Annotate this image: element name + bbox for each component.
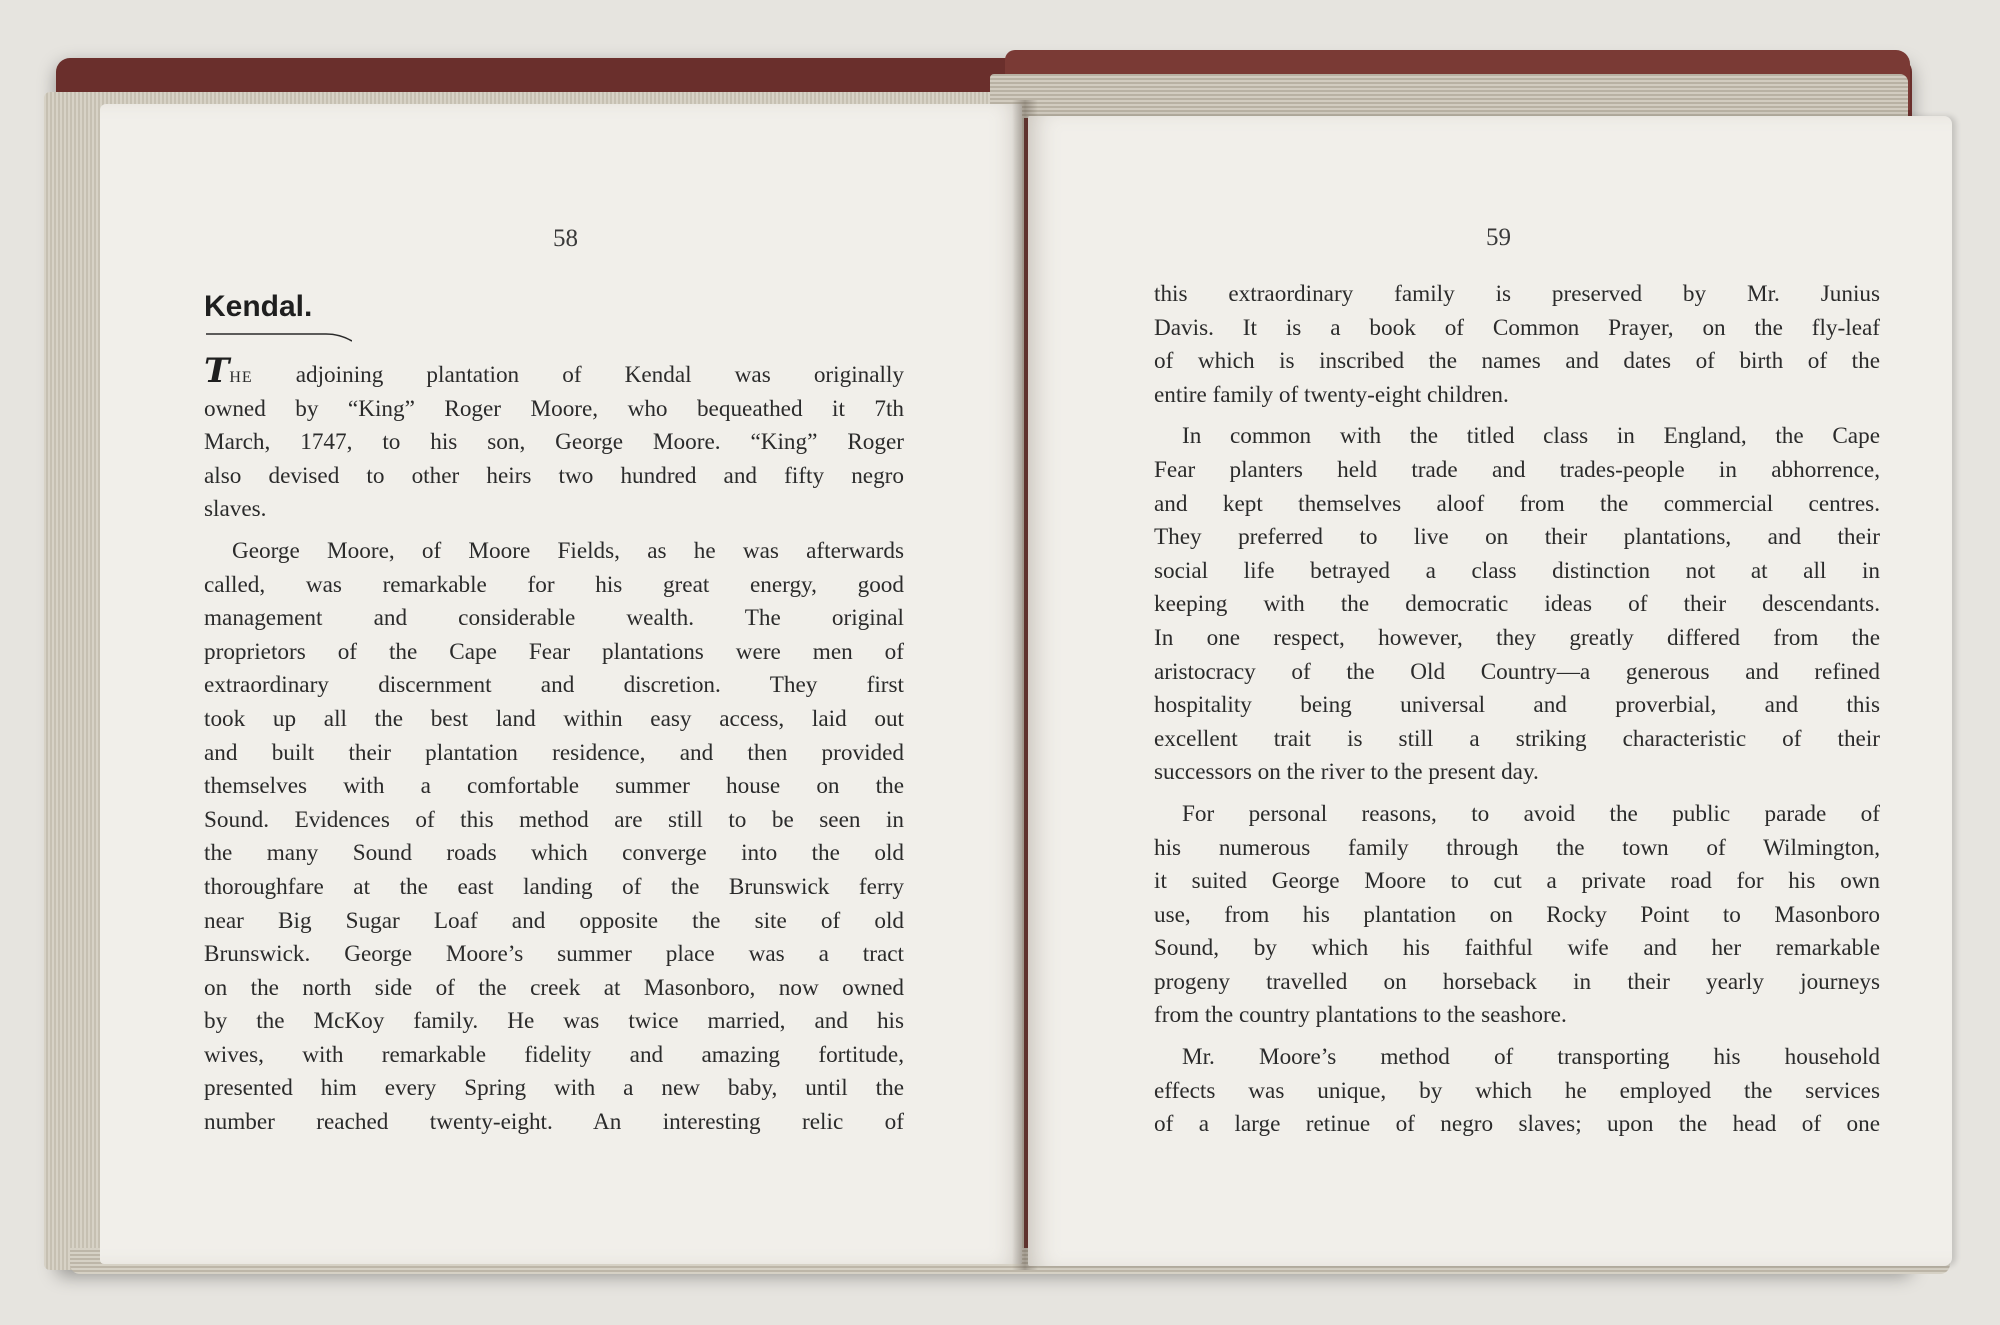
text-line: this extraordinary family is preserved by Mr. Junius — [1154, 281, 1880, 307]
text-line: themselves with a comfortable summer house on the — [204, 773, 904, 800]
text-line: it suited George Moore to cut a private road for his own — [1154, 868, 1880, 895]
text-line: Brunswick. George Moore’s summer place was a tract — [204, 941, 904, 968]
text-line: Mr. Moore’s method of transporting his household — [1182, 1044, 1880, 1071]
text-line: near Big Sugar Loaf and opposite the site of old — [204, 907, 904, 934]
text-line: Sound, by which his faithful wife and her remarkable — [1154, 935, 1880, 962]
section-heading: Kendal. — [204, 290, 313, 323]
text-line: also devised to other heirs two hundred and fifty negro — [204, 462, 904, 489]
text-line: progeny travelled on horseback in their yearly journeys — [1154, 968, 1880, 995]
text-line: Fear planters held trade and trades-people in abhorrence, — [1154, 456, 1880, 483]
text-line: of which is inscribed the names and dates of birth of the — [1154, 348, 1880, 375]
heading-flourish-rule — [206, 328, 352, 342]
text-line: extraordinary discernment and discretion. They first — [204, 672, 904, 699]
text-line: and built their plantation residence, and then provided — [204, 739, 904, 766]
text-line: George Moore, of Moore Fields, as he was afterwards — [232, 537, 904, 564]
text-line: his numerous family through the town of Wilmington, — [1154, 834, 1880, 861]
text-line: For personal reasons, to avoid the public parade of — [1182, 800, 1880, 827]
text-line: on the north side of the creek at Masonboro, now owned — [204, 974, 904, 1001]
right-page — [1028, 116, 1952, 1266]
text-line: management and considerable wealth. The original — [204, 605, 904, 632]
text-line: number reached twenty-eight. An interesting relic of — [204, 1109, 904, 1136]
text-line: successors on the river to the present day. — [1154, 759, 1539, 786]
text-line: effects was unique, by which he employed the services — [1154, 1077, 1880, 1104]
right-page-number: 59 — [1486, 224, 1511, 251]
text-line: took up all the best land within easy access, laid out — [204, 705, 904, 732]
left-page — [100, 104, 1022, 1264]
text-line: They preferred to live on their plantations, and their — [1154, 524, 1880, 551]
text-line: keeping with the democratic ideas of their descendants. — [1154, 591, 1880, 618]
text-line — [204, 351, 904, 393]
text-line: social life betrayed a class distinction not at all in — [1154, 557, 1880, 584]
text-line: thoroughfare at the east landing of the Brunswick ferry — [204, 873, 904, 900]
first-word-rest: he — [229, 362, 253, 388]
text-line: the many Sound roads which converge into the old — [204, 840, 904, 867]
text-line: slaves. — [204, 496, 267, 523]
text-line: aristocracy of the Old Country—a generous and refined — [1154, 658, 1880, 685]
text-line: wives, with remarkable fidelity and amazing fortitude, — [204, 1041, 904, 1068]
left-page-number: 58 — [553, 225, 578, 252]
right-page-text — [1154, 278, 1880, 1142]
text-line: called, was remarkable for his great energy, good — [204, 571, 904, 598]
text-line: excellent trait is still a striking characteristic of their — [1154, 725, 1880, 752]
drop-cap: T — [204, 351, 230, 391]
text-line: hospitality being universal and proverbial, and this — [1154, 692, 1880, 719]
text-line: owned by “King” Roger Moore, who bequeathed it 7th — [204, 395, 904, 422]
text-line: entire family of twenty-eight children. — [1154, 381, 1509, 408]
text-line: and kept themselves aloof from the commercial centres. — [1154, 490, 1880, 517]
text-line: presented him every Spring with a new baby, until the — [204, 1075, 904, 1102]
text-line: use, from his plantation on Rocky Point to Masonboro — [1154, 901, 1880, 928]
text-line-content: adjoining plantation of Kendal was originally — [295, 362, 904, 388]
text-line: In one respect, however, they greatly differed from the — [1154, 624, 1880, 651]
left-page-text — [204, 351, 904, 1140]
text-line: Davis. It is a book of Common Prayer, on the fly-leaf — [1154, 314, 1880, 341]
text-line: March, 1747, to his son, George Moore. “King” Roger — [204, 429, 904, 456]
text-line: Sound. Evidences of this method are still to be seen in — [204, 806, 904, 833]
text-line: proprietors of the Cape Fear plantations were men of — [204, 638, 904, 665]
text-line: of a large retinue of negro slaves; upon the head of one — [1154, 1111, 1880, 1138]
text-line: from the country plantations to the seashore. — [1154, 1002, 1567, 1029]
page-stack-top-right — [990, 74, 1908, 118]
text-line: In common with the titled class in England, the Cape — [1182, 423, 1880, 450]
text-line: by the McKoy family. He was twice married, and his — [204, 1008, 904, 1035]
